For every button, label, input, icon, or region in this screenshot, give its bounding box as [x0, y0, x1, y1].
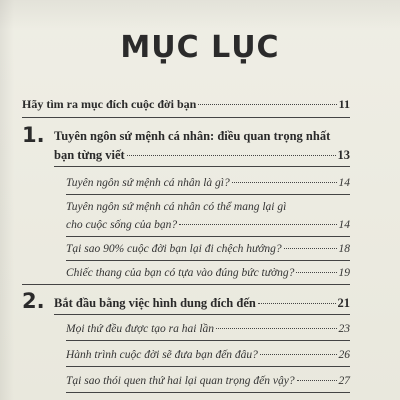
chapter-title: Bắt đầu bằng việc hình dung đích đến — [54, 296, 256, 310]
toc-entry[interactable] — [66, 348, 350, 362]
separator-rule — [54, 314, 350, 315]
separator-rule — [54, 166, 350, 167]
toc-entry-intro[interactable] — [22, 97, 350, 111]
leader-dots — [296, 272, 336, 273]
toc-entry-page: 11 — [338, 97, 350, 111]
toc-entry-label: Mọi thứ đều được tạo ra hai lần — [66, 323, 215, 335]
separator-rule — [66, 194, 350, 195]
leader-dots — [232, 182, 337, 183]
chapter-number: 2. — [22, 289, 45, 313]
page-title: MỤC LỤC — [120, 30, 280, 65]
toc-entry-page: 14 — [338, 177, 350, 189]
toc-entry-page: 18 — [338, 243, 350, 255]
toc-entry-page: 26 — [338, 349, 350, 361]
leader-dots — [297, 380, 337, 381]
toc-entry-label: cho cuộc sống của bạn? — [66, 219, 178, 231]
leader-dots — [216, 328, 336, 329]
toc-entry-page: 27 — [338, 375, 350, 387]
chapter-number: 1. — [22, 123, 45, 147]
toc-entry-label: Tuyên ngôn sứ mệnh cá nhân là gì? — [66, 177, 230, 189]
toc-entry-page: 19 — [338, 267, 350, 279]
toc-entry-page: 21 — [337, 296, 350, 310]
toc-entry-page: 23 — [338, 323, 350, 335]
separator-rule — [66, 392, 350, 393]
leader-dots — [258, 303, 336, 304]
toc-entry[interactable] — [66, 266, 350, 280]
leader-dots — [179, 224, 336, 225]
toc-entry[interactable] — [66, 374, 350, 388]
toc-entry-label: Hãy tìm ra mục đích cuộc đời bạn — [22, 97, 197, 111]
separator-rule — [66, 340, 350, 341]
toc-entry-label: Chiếc thang của bạn có tựa vào đúng bức tường? — [66, 267, 295, 279]
leader-dots — [284, 248, 337, 249]
separator-rule — [66, 366, 350, 367]
toc-entry-label: Tại sao 90% cuộc đời bạn lại đi chệch hướng? — [66, 243, 282, 255]
leader-dots — [260, 354, 337, 355]
leader-dots — [198, 104, 336, 105]
toc-entry-page: 13 — [337, 148, 350, 162]
separator-rule — [66, 236, 350, 237]
chapter-title-line2: bạn từng viết — [54, 148, 125, 162]
toc-entry-page: 14 — [338, 219, 350, 231]
separator-rule — [22, 284, 350, 285]
toc-entry-chapter-1[interactable] — [54, 148, 350, 162]
chapter-title-line1: Tuyên ngôn sứ mệnh cá nhân: điều quan trọng nhất — [54, 129, 331, 143]
toc-entry-label: Hành trình cuộc đời sẽ đưa bạn đến đâu? — [66, 349, 258, 361]
toc-entry-chapter-2[interactable] — [54, 296, 350, 310]
separator-rule — [66, 260, 350, 261]
toc-entry-label-line1: Tuyên ngôn sứ mệnh cá nhân có thể mang lại gì — [66, 201, 287, 213]
toc-entry[interactable] — [66, 322, 350, 336]
separator-rule — [22, 117, 350, 118]
leader-dots — [127, 155, 336, 156]
toc-entry[interactable] — [66, 242, 350, 256]
toc-entry-label: Tại sao thói quen thứ hai lại quan trọng đến vậy? — [66, 375, 295, 387]
toc-entry[interactable] — [66, 176, 350, 190]
toc-entry[interactable] — [66, 218, 350, 232]
